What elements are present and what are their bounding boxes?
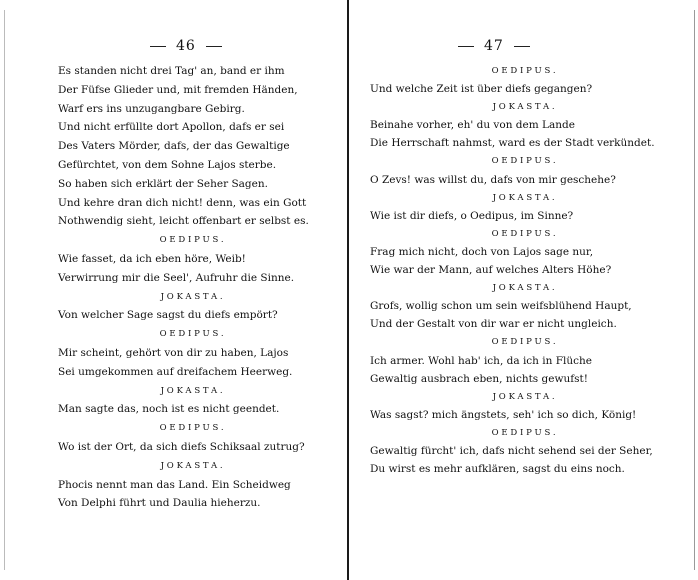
page-number-text: 47 [484,38,504,54]
verse-line: Es standen nicht drei Tag' an, band er ihm [58,65,285,77]
speaker-name: JOKASTA. [492,192,558,203]
verse-line: Verwirrung mir die Seel', Aufruhr die Sinne. [58,271,295,284]
speaker-name: OEDIPUS. [491,66,559,76]
verse-line: Ich armer. Wohl hab' ich, da ich in Flüche [370,354,593,367]
verse-line: Wie fasset, da ich eben höre, Weib! [58,252,246,265]
folio-dash [150,46,166,47]
verse-line: Der Füfse Glieder und, mit fremden Händen, [58,83,298,96]
verse-line: Gewaltig fürcht' ich, dafs nicht sehend sei der Seher, [370,444,653,457]
speaker-name: OEDIPUS. [159,423,227,434]
speaker-name: JOKASTA. [160,291,226,302]
verse-line: Gefürchtet, von dem Sohne Lajos sterbe. [58,158,277,171]
verse-line: Mir scheint, gehört von dir zu haben, Lajos [58,346,289,359]
speaker-name: OEDIPUS. [491,427,559,438]
speaker-name: JOKASTA. [160,385,226,396]
verse-line: Und nicht erfüllte dort Apollon, dafs er sei [58,121,285,134]
verse-line: Sei umgekommen auf dreifachem Heerweg. [58,365,293,378]
verse-line: Grofs, wollig schon um sein weifsblühend Haupt, [370,300,632,313]
page-number-text: 46 [176,38,196,54]
folio-dash [206,46,222,47]
verse-line: Des Vaters Mörder, dafs, der das Gewaltige [58,140,290,153]
verse-line: Du wirst es mehr aufklären, sagst du eins noch. [370,463,625,476]
verse-line: Und der Gestalt von dir war er nicht ungleich. [370,318,617,331]
speaker-name: OEDIPUS. [491,156,559,167]
verse-line: Wo ist der Ort, da sich diefs Schiksaal zutrug? [58,440,305,453]
speaker-name: OEDIPUS. [491,228,559,239]
verse-line: Phocis nennt man das Land. Ein Scheidweg [58,478,291,491]
verse-line: Wie ist dir diefs, o Oedipus, im Sinne? [370,209,574,222]
verse-line: Von Delphi führt und Daulia hieherzu. [58,497,261,510]
page-number [458,38,530,54]
verse-line: So haben sich erklärt der Seher Sagen. [58,177,268,190]
verse-line: Die Herrschaft nahmst, ward es der Stadt verkündet. [370,137,655,150]
left-page [0,0,346,580]
speaker-name: JOKASTA. [492,102,558,113]
verse-line: Gewaltig ausbrach eben, nichts gewufst! [370,372,588,385]
verse-line: Man sagte das, noch ist es nicht geendet. [58,403,280,416]
speaker-name: JOKASTA. [160,460,226,471]
folio-dash [514,46,530,47]
verse-line: Von welcher Sage sagst du diefs empört? [58,309,278,322]
text-column [370,62,680,478]
right-page-edge [694,10,695,570]
verse-line: Warf ers ins unzugangbare Gebirg. [58,102,245,115]
speaker-name: OEDIPUS. [159,235,227,246]
folio-dash [458,46,474,47]
verse-line: Was sagst? mich ängstets, seh' ich so dich, König! [370,408,637,421]
verse-line: Und welche Zeit ist über diefs gegangen? [370,83,593,96]
right-page [350,0,694,580]
verse-line: Und kehre dran dich nicht! denn, was ein Gott [58,196,307,209]
speaker-name: JOKASTA. [492,283,558,294]
speaker-name: JOKASTA. [492,391,558,402]
verse-line: Nothwendig sieht, leicht offenbart er selbst es. [58,215,309,228]
verse-line: Beinahe vorher, eh' du von dem Lande [370,119,575,132]
gutter [347,0,349,580]
page-number [150,38,222,54]
speaker-name: OEDIPUS. [159,329,227,340]
text-column [58,62,328,513]
verse-line: O Zevs! was willst du, dafs von mir geschehe? [370,173,616,186]
verse-line: Frag mich nicht, doch von Lajos sage nur, [370,245,594,258]
verse-line: Wie war der Mann, auf welches Alters Höhe? [370,264,612,277]
speaker-name: OEDIPUS. [491,337,559,348]
